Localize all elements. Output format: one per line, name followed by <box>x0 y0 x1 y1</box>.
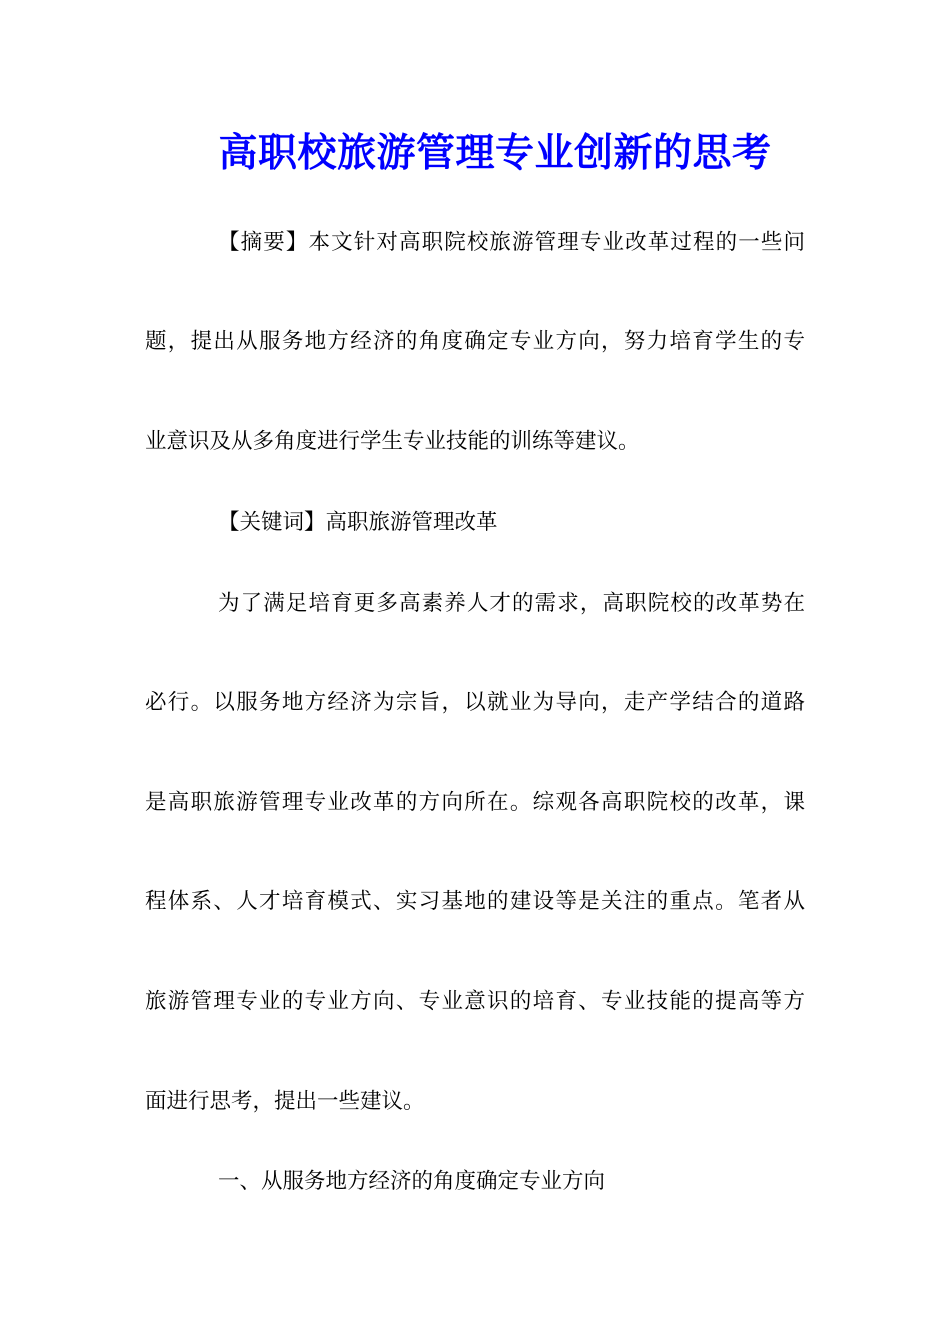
body-line-4: 程体系、人才培育模式、实习基地的建设等是关注的重点。笔者从 <box>145 889 805 914</box>
body-line-5: 旅游管理专业的专业方向、专业意识的培育、专业技能的提高等方 <box>145 989 805 1014</box>
body-line-1: 为了满足培育更多高素养人才的需求，高职院校的改革势在 <box>218 591 805 616</box>
abstract-line-1: 【摘要】本文针对高职院校旅游管理专业改革过程的一些问 <box>218 230 805 255</box>
body-line-3: 是高职旅游管理专业改革的方向所在。综观各高职院校的改革，课 <box>145 790 805 815</box>
body-line-2: 必行。以服务地方经济为宗旨，以就业为导向，走产学结合的道路 <box>145 690 805 715</box>
body-line-6: 面进行思考，提出一些建议。 <box>145 1089 425 1114</box>
abstract-line-2: 题，提出从服务地方经济的角度确定专业方向，努力培育学生的专 <box>145 329 805 354</box>
keywords-line: 【关键词】高职旅游管理改革 <box>218 510 498 535</box>
document-title: 高职校旅游管理专业创新的思考 <box>218 130 772 176</box>
section-heading: 一、从服务地方经济的角度确定专业方向 <box>218 1169 606 1194</box>
abstract-line-3: 业意识及从多角度进行学生专业技能的训练等建议。 <box>145 429 640 454</box>
